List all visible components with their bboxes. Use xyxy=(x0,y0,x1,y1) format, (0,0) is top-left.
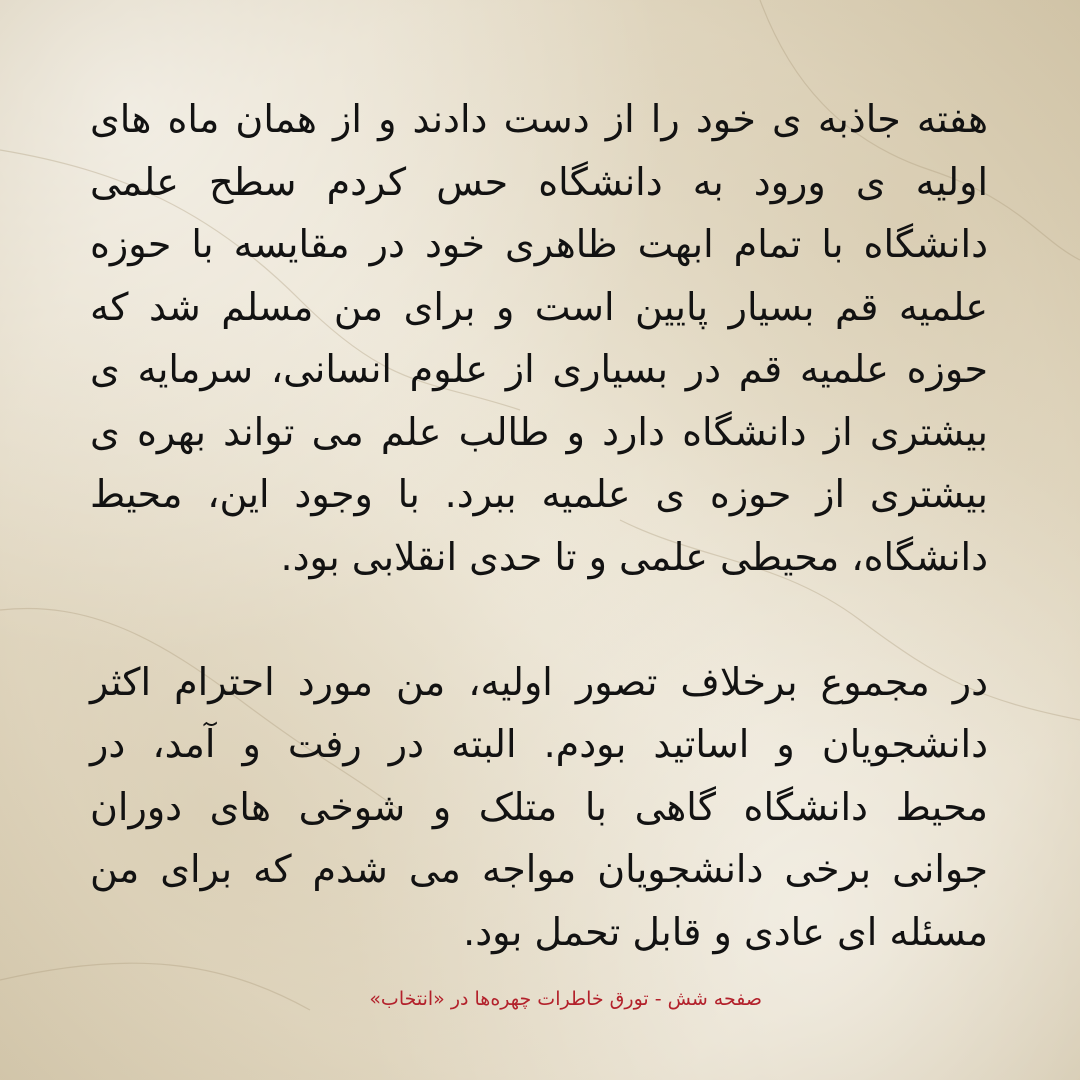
paragraph-2-line: جوانی برخی دانشجویان مواجه می شدم که برای من xyxy=(90,847,988,891)
paragraph-spacer xyxy=(90,588,988,651)
paragraph-2-line: مسئله ای عادی و قابل تحمل بود. xyxy=(463,909,988,954)
paragraph-2-line: در مجموع برخلاف تصور اولیه، من مورد احترام اکثر xyxy=(90,659,988,704)
paragraph-1-line: دانشگاه، محیطی علمی و تا حدی انقلابی بود. xyxy=(280,534,988,579)
paragraph-1-line: حوزه علمیه قم در بسیاری از علوم انسانی، سرمایه ی xyxy=(90,347,988,391)
source-caption: صفحه شش - تورق خاطرات چهره‌ها در «انتخاب» xyxy=(369,988,762,1010)
paragraph-1-line: بیشتری از حوزه ی علمیه ببرد. با وجود این، محیط xyxy=(90,472,988,516)
paragraph-1-line: علمیه قم بسیار پایین است و برای من مسلم شد که xyxy=(90,284,988,329)
paragraph-2-line: محیط دانشگاه گاهی با متلک و شوخی های دوران xyxy=(90,784,988,829)
paragraph-1-line: بیشتری از دانشگاه دارد و طالب علم می تواند بهره ی xyxy=(90,409,988,454)
memoir-text xyxy=(90,88,988,963)
paragraph-1-line: اولیه ی ورود به دانشگاه حس کردم سطح علمی xyxy=(90,159,988,204)
paragraph-1-line: دانشگاه با تمام ابهت ظاهری خود در مقایسه با حوزه xyxy=(90,222,988,266)
paragraph-1-line: هفته جاذبه ی خود را از دست دادند و از همان ماه های xyxy=(90,97,988,141)
paragraph-2-line: دانشجویان و اساتید بودم. البته در رفت و آمد، در xyxy=(90,722,988,766)
